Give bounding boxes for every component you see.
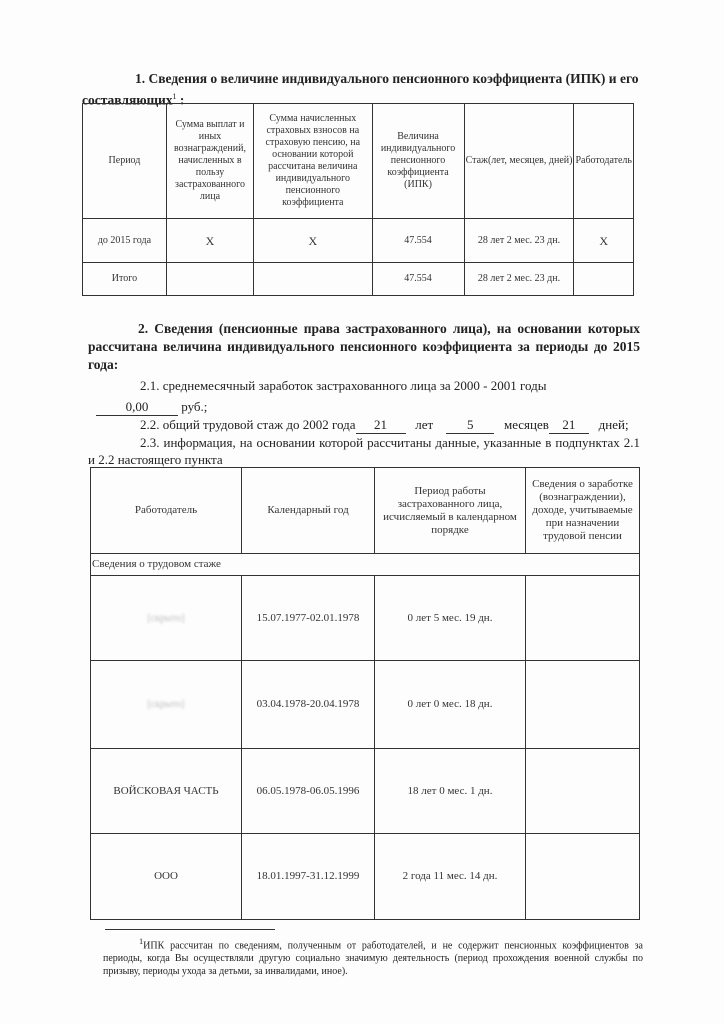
header-cell: Работодатель	[91, 468, 242, 554]
subheader-cell: Сведения о трудовом стаже	[91, 554, 640, 576]
table-row	[83, 263, 634, 296]
employer-cell	[91, 661, 242, 749]
ipk-table	[82, 103, 634, 296]
currency-unit: руб.;	[181, 399, 208, 414]
cell: X	[166, 219, 253, 263]
cell: 47.554	[372, 263, 464, 296]
cell: до 2015 года	[83, 219, 167, 263]
year-cell: 06.05.1978-06.05.1996	[242, 749, 375, 834]
income-cell	[526, 576, 640, 661]
header-cell: Сумма начисленных страховых взносов на страховую пенсию, на основании которой рассчитана величина индивидуального пенсионного коэффициента	[254, 104, 372, 219]
title-cont-text: составляющих	[82, 92, 173, 108]
paragraph-2-3: 2.3. информация, на основании которой рассчитаны данные, указанные в подпунктах 2.1 и 2.2 настоящего пункта	[88, 435, 640, 467]
period-cell: 0 лет 0 мес. 18 дн.	[375, 661, 526, 749]
paragraph-2-2	[140, 416, 645, 434]
cell: 28 лет 2 мес. 23 дн.	[464, 219, 574, 263]
avg-earnings	[96, 398, 207, 416]
work-history-table	[90, 467, 640, 920]
header-cell: Сведения о заработке (вознаграждении), доходе, учитываемые при назначении трудовой пенсии	[526, 468, 640, 554]
income-cell	[526, 749, 640, 834]
paragraph-2-1: 2.1. среднемесячный заработок застрахованного лица за 2000 - 2001 годы	[140, 378, 547, 393]
years-value: 21	[356, 416, 406, 434]
subheader-row	[91, 554, 640, 576]
year-cell: 03.04.1978-20.04.1978	[242, 661, 375, 749]
footnote-mark: 1	[172, 92, 177, 101]
days-label: дней;	[598, 417, 629, 432]
cell	[574, 263, 634, 296]
cell	[166, 263, 253, 296]
table-row	[91, 834, 640, 920]
period-cell: 0 лет 5 мес. 19 дн.	[375, 576, 526, 661]
redacted-employer: [скрыто]	[147, 699, 185, 710]
header-cell: Величина индивидуального пенсионного коэффициента (ИПК)	[372, 104, 464, 219]
months-label: месяцев	[503, 417, 549, 432]
avg-earnings-value: 0,00	[96, 398, 178, 416]
cell: Итого	[83, 263, 167, 296]
header-cell: Период работы застрахованного лица, исчисляемый в календарном порядке	[375, 468, 526, 554]
employer-cell: ВОЙСКОВАЯ ЧАСТЬ	[91, 749, 242, 834]
cell: 47.554	[372, 219, 464, 263]
table-row	[83, 219, 634, 263]
income-cell	[526, 834, 640, 920]
footnote-divider	[105, 929, 275, 930]
income-cell	[526, 661, 640, 749]
footnote	[103, 935, 643, 978]
table-row	[91, 576, 640, 661]
period-cell: 2 года 11 мес. 14 дн.	[375, 834, 526, 920]
table-header-row	[83, 104, 634, 219]
colon: :	[179, 92, 185, 108]
employer-cell: ООО	[91, 834, 242, 920]
table-header-row	[91, 468, 640, 554]
year-cell: 15.07.1977-02.01.1978	[242, 576, 375, 661]
footnote-text: ИПК рассчитан по сведениям, полученным от работодателей, и не содержит пенсионных коэффициентов за периоды, когда Вы осуществляли другую социально значимую деятельность (период прохождения военной службы по призыву, периоды ухода за детьми, за инвалидами, иное).	[103, 940, 643, 978]
section2-title: 2. Сведения (пенсионные права застрахованного лица), на основании которых рассчитана величина индивидуального пенсионного коэффициента за периоды до 2015 года:	[88, 321, 640, 372]
header-cell: Сумма выплат и иных вознаграждений, начисленных в пользу застрахованного лица	[166, 104, 253, 219]
table-row	[91, 749, 640, 834]
header-cell: Работодатель	[574, 104, 634, 219]
year-cell: 18.01.1997-31.12.1999	[242, 834, 375, 920]
employer-cell	[91, 576, 242, 661]
months-value: 5	[446, 416, 494, 434]
redacted-employer: [скрыто]	[147, 612, 185, 624]
footnote-number: 1	[139, 937, 144, 946]
cell	[254, 263, 372, 296]
header-cell: Период	[83, 104, 167, 219]
header-cell: Календарный год	[242, 468, 375, 554]
years-label: лет	[415, 417, 434, 432]
cell: X	[574, 219, 634, 263]
days-value: 21	[549, 416, 589, 434]
cell: 28 лет 2 мес. 23 дн.	[464, 263, 574, 296]
section1-title: 1. Сведения о величине индивидуального пенсионного коэффициента (ИПК) и его	[135, 71, 639, 86]
header-cell: Стаж(лет, месяцев, дней)	[464, 104, 574, 219]
p22-label: 2.2. общий трудовой стаж до 2002 года	[140, 417, 356, 432]
period-cell: 18 лет 0 мес. 1 дн.	[375, 749, 526, 834]
table-row	[91, 661, 640, 749]
cell: X	[254, 219, 372, 263]
